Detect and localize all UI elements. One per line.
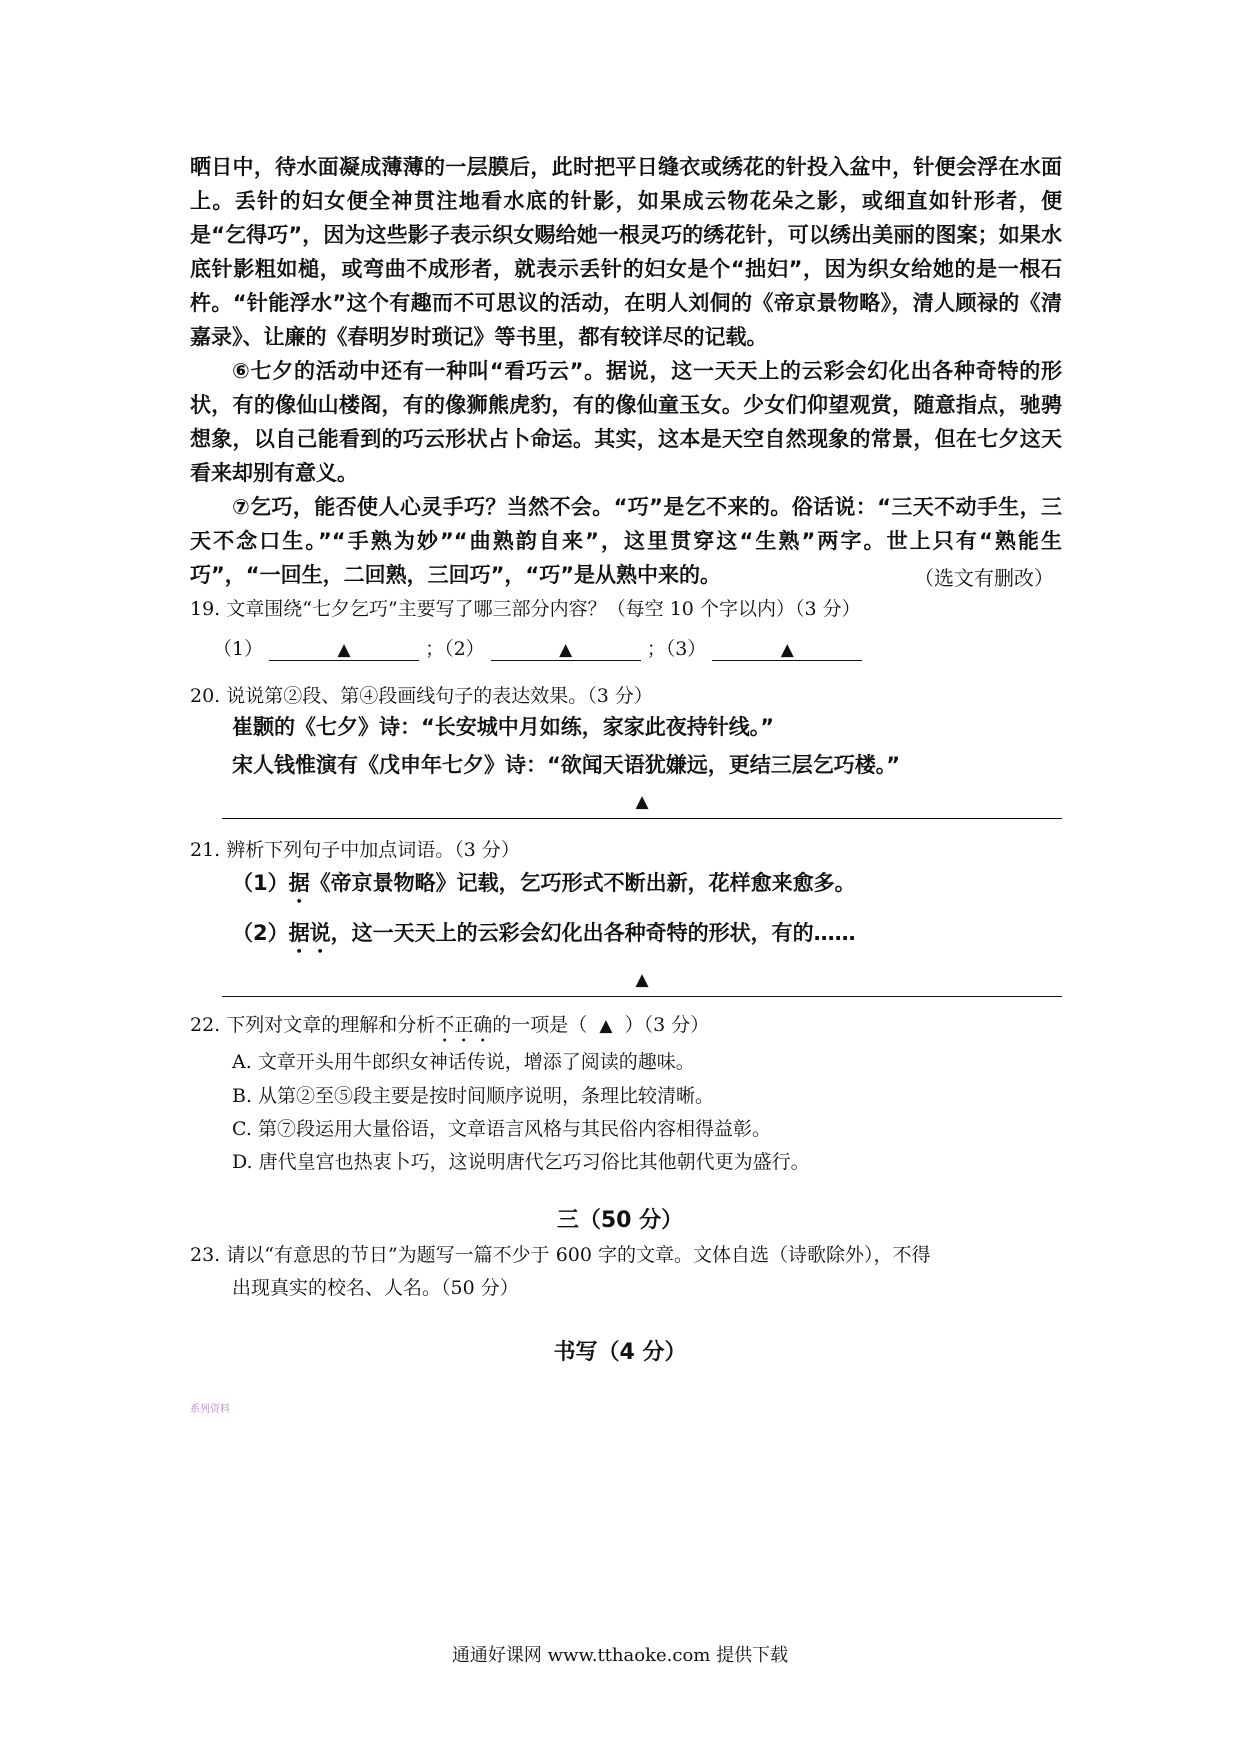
writing-score-heading: 书写（4 分） — [553, 1340, 687, 1365]
q22-mid: 的一项是（ — [492, 1014, 588, 1036]
question-20: 20. 说说第②段、第④段画线句子的表达效果。（3 分） — [190, 685, 653, 707]
q19-answer-row — [213, 634, 868, 661]
dotted-word: 据 — [288, 871, 310, 895]
blank-label-2: ；（2） — [425, 638, 485, 660]
option-d[interactable]: D. 唐代皇宫也热衷卜巧，这说明唐代乞巧习俗比其他朝代更为盛行。 — [232, 1151, 810, 1173]
poem-quote-1: 崔颢的《七夕》诗：“长安城中月如练，家家此夜持针线。” — [232, 715, 775, 739]
q22-end: ）（3 分） — [624, 1014, 710, 1036]
triangle-icon: ▲ — [559, 640, 573, 660]
question-23-line1: 23. 请以“有意思的节日”为题写一篇不少于 600 字的文章。文体自选（诗歌除外），不得 — [190, 1244, 931, 1266]
dotted-word: 据说 — [288, 921, 331, 945]
q21-sentence-1 — [232, 867, 856, 908]
answer-blank-3[interactable] — [712, 638, 862, 661]
question-21: 21. 辨析下列句子中加点词语。（3 分） — [190, 839, 520, 861]
answer-blank-2[interactable] — [491, 638, 641, 661]
triangle-icon: ▲ — [780, 640, 794, 660]
poem-quote-2: 宋人钱惟演有《戊申年七夕》诗：“欲闻天语犹嫌远，更结三层乞巧楼。” — [232, 753, 901, 777]
reading-passage — [190, 150, 1062, 592]
option-b[interactable]: B. 从第②至⑤段主要是按时间顺序说明，条理比较清晰。 — [232, 1085, 715, 1107]
triangle-icon: ▲ — [635, 970, 649, 990]
passage-paragraph: ⑥七夕的活动中还有一种叫“看巧云”。据说，这一天天上的云彩会幻化出各种奇特的形状，有的像仙山楼阁，有的像狮熊虎豹，有的像仙童玉女。少女们仰望观赏，随意指点，驰骋想象，以自己能看到的巧云形状占卜命运。其实，这本是天空自然现象的常景，但在七夕这天看来却别有意义。 — [190, 359, 1062, 485]
q20-answer-line[interactable] — [222, 792, 1062, 819]
answer-blank-1[interactable] — [269, 638, 419, 661]
q21-s1-prefix: （1） — [232, 871, 289, 895]
blank-label-3: ；（3） — [646, 638, 707, 660]
passage-paragraph: 晒日中，待水面凝成薄薄的一层膜后，此时把平日缝衣或绣花的针投入盆中，针便会浮在水面上。丢针的妇女便全神贯注地看水底的针影，如果成云物花朵之影，或细直如针形者，便是“乞得巧”，因为这些影子表示织女赐给她一根灵巧的绣花针，可以绣出美丽的图案；如果水底针影粗如槌，或弯曲不成形者，就表示丢针的妇女是个“拙妇”，因为织女给她的是一根石杵。“针能浮水”这个有趣而不可思议的活动，在明人刘侗的《帝京景物略》，清人顾禄的《清嘉录》、让廉的《春明岁时琐记》等书里，都有较详尽的记载。 — [190, 155, 1062, 349]
dotted-word: 不正确 — [435, 1014, 493, 1036]
triangle-icon: ▲ — [635, 792, 649, 812]
question-23-line2: 出现真实的校名、人名。（50 分） — [232, 1277, 519, 1299]
watermark-text: 系列资料 — [190, 1404, 230, 1415]
triangle-icon: ▲ — [337, 640, 351, 660]
q21-s2-text: ，这一天天上的云彩会幻化出各种奇特的形状，有的…… — [330, 921, 856, 945]
answer-slot[interactable]: ▲ — [599, 1016, 613, 1036]
source-note: （选文有删改） — [914, 566, 1054, 590]
q22-prefix: 22. 下列对文章的理解和分析 — [190, 1014, 436, 1036]
q21-s2-prefix: （2） — [232, 921, 289, 945]
option-c[interactable]: C. 第⑦段运用大量俗语，文章语言风格与其民俗内容相得益彰。 — [232, 1118, 771, 1140]
blank-label-1: （1） — [213, 638, 264, 660]
question-19: 19. 文章围绕“七夕乞巧”主要写了哪三部分内容？（每空 10 个字以内）（3 分） — [190, 598, 861, 620]
q21-sentence-2 — [232, 917, 856, 958]
passage-paragraph: ⑦乞巧，能否使人心灵手巧？当然不会。“巧”是乞不来的。俗话说：“三天不动手生，三天不念口生。”“手熟为妙”“曲熟韵自来”，这里贯穿这“生熟”两字。世上只有“熟能生巧”，“一回生，二回熟，三回巧”，“巧”是从熟中来的。 — [190, 495, 1062, 587]
question-22 — [190, 1010, 709, 1047]
q21-answer-line[interactable] — [222, 970, 1062, 997]
q21-s1-text: 《帝京景物略》记载，乞巧形式不断出新，花样愈来愈多。 — [309, 871, 856, 895]
section-heading: 三（50 分） — [556, 1208, 684, 1233]
page-footer: 通通好课网 www.tthaoke.com 提供下载 — [451, 1645, 789, 1666]
option-a[interactable]: A. 文章开头用牛郎织女神话传说，增添了阅读的趣味。 — [232, 1051, 695, 1073]
